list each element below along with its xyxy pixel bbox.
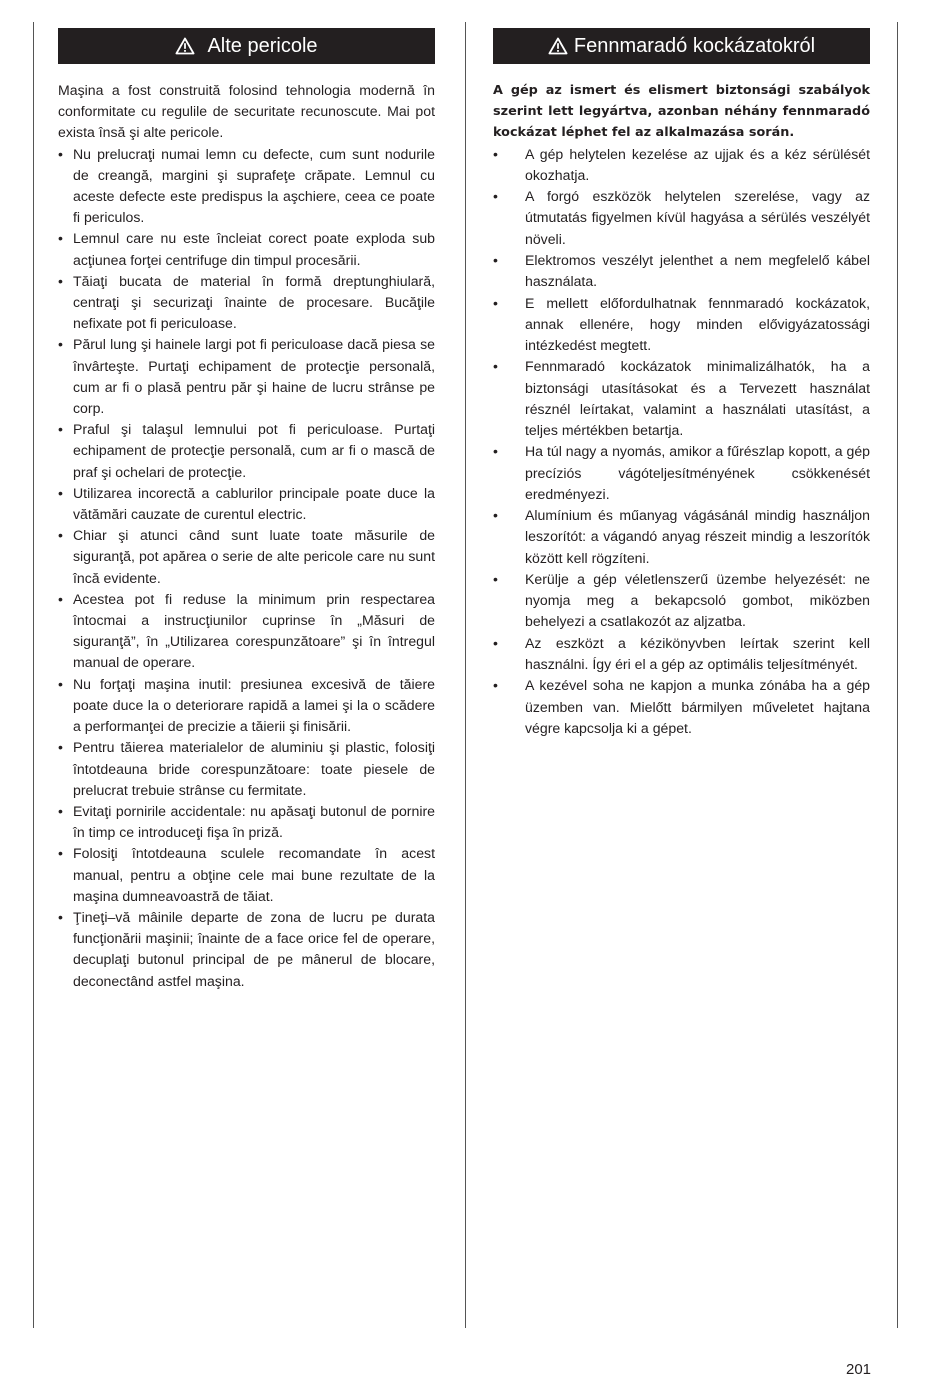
left-bullet-list: [58, 144, 435, 992]
list-item: • Praful şi talaşul lemnului pot fi periculoase. Purtaţi echipament de protecţie personală, cum ar fi o mască de praf şi ochelari de protecţie.: [58, 419, 435, 483]
list-item: • Tăiaţi bucata de material în formă dreptunghiulară, centraţi şi securizaţi înainte de procesare. Bucăţile nefixate pot fi periculoase.: [58, 271, 435, 335]
list-item: • A forgó eszközök helytelen szerelése, vagy az útmutatás figyelmen kívül hagyása a sérülés veszélyét növeli.: [493, 186, 870, 250]
left-section-title: Alte pericole: [207, 34, 318, 57]
list-item: • Chiar şi atunci când sunt luate toate măsurile de siguranţă, pot apărea o serie de alte pericole care nu sunt încă evidente.: [58, 525, 435, 589]
warning-triangle-icon: [175, 37, 195, 55]
right-section-heading: [493, 28, 870, 64]
list-item: • Utilizarea incorectă a cablurilor principale poate duce la vătămări cauzate de curentul electric.: [58, 483, 435, 525]
list-item: • A gép helytelen kezelése az ujjak és a kéz sérülését okozhatja.: [493, 144, 870, 186]
list-item: • Ţineţi–vă mâinile departe de zona de lucru pe durata funcţionării maşinii; înainte de a face orice fel de operare, decuplaţi butonul principal de pe mânerul de blocare, deconectând astfel maşina.: [58, 907, 435, 992]
list-item: • Ha túl nagy a nyomás, amikor a fűrészlap kopott, a gép precíziós vágóteljesítményének csökkenését eredményezi.: [493, 441, 870, 505]
list-item: • Pentru tăierea materialelor de aluminiu şi plastic, folosiţi întotdeauna bride corespunzătoare: toate piesele de prelucrat trebuie strânse cu fermitate.: [58, 737, 435, 801]
list-item: • Kerülje a gép véletlenszerű üzembe helyezését: ne nyomja meg a bekapcsoló gombot, miközben behelyezi a csatlakozót az aljzatba.: [493, 569, 870, 633]
list-item: • A kezével soha ne kapjon a munka zónába ha a gép üzemben van. Mielőtt bármilyen műveletet hajtana végre kapcsolja ki a gépet.: [493, 675, 870, 739]
center-column-rule: [465, 22, 466, 1328]
list-item: • Acestea pot fi reduse la minimum prin respectarea întocmai a instrucţiunilor cuprinse în „Măsuri de siguranţă”, în „Utilizarea corespunzătoare” şi în întregul manual de operare.: [58, 589, 435, 674]
list-item: • Folosiţi întotdeauna sculele recomandate în acest manual, pentru a obţine cele mai bune rezultate de la maşina dumneavoastră de tăiat.: [58, 843, 435, 907]
list-item: • E mellett előfordulhatnak fennmaradó kockázatok, annak ellenére, hogy minden elővigyázatossági intézkedést megtett.: [493, 293, 870, 357]
right-bullet-list: [493, 144, 870, 739]
right-column-fennmarado-kockazatok: [493, 28, 870, 739]
left-column-alte-pericole: [58, 28, 435, 992]
list-item: • Lemnul care nu este încleiat corect poate exploda sub acţiunea forţei centrifuge din timpul procesării.: [58, 228, 435, 270]
warning-triangle-icon: [548, 37, 568, 55]
list-item: • Nu forţaţi maşina inutil: presiunea excesivă de tăiere poate duce la o deteriorare rapidă a lamei şi la o scădere a performanţei de precizie a tăierii şi finisării.: [58, 674, 435, 738]
left-intro-paragraph: Maşina a fost construită folosind tehnologia modernă în conformitate cu regulile de securitate recunoscute. Mai pot exista însă şi alte pericole.: [58, 82, 435, 141]
list-item: • Părul lung şi hainele largi pot fi periculoase dacă piesa se învârteşte. Purtaţi echipament de protecţie personală, cum ar fi o plasă pentru păr şi haine de lucru strânse pe corp.: [58, 334, 435, 419]
list-item: • Alumínium és műanyag vágásánál mindig használjon leszorítót: a vágandó anyag részeit mindig a leszorítók között kell rögzíteni.: [493, 505, 870, 569]
list-item: • Nu prelucraţi numai lemn cu defecte, cum sunt nodurile de creangă, margini şi suprafeţe crăpate. Lemnul cu aceste defecte este predispus la aşchiere, ceea ce poate fi periculos.: [58, 144, 435, 229]
list-item: • Fennmaradó kockázatok minimalizálhatók, ha a biztonsági utasításokat és a Tervezett használat résznél leírtakat, valamint a használati utasítást, a teljes mértékben betartja.: [493, 356, 870, 441]
page-number: 201: [846, 1361, 872, 1378]
list-item: • Evitaţi pornirile accidentale: nu apăsaţi butonul de pornire în timp ce introduceţi fişa în priză.: [58, 801, 435, 843]
right-margin-rule: [897, 22, 898, 1328]
list-item: • Elektromos veszélyt jelenthet a nem megfelelő kábel használata.: [493, 250, 870, 292]
right-intro-paragraph: A gép az ismert és elismert biztonsági szabályok szerint lett legyártva, azonban néhány fennmaradó kockázat léphet fel az alkalmazása során.: [493, 83, 870, 141]
right-section-title: Fennmaradó kockázatokról: [573, 34, 816, 57]
list-item: • Az eszközt a kézikönyvben leírtak szerint kell használni. Így éri el a gép az optimális teljesítményét.: [493, 633, 870, 675]
left-section-heading: [58, 28, 435, 64]
left-margin-rule: [33, 22, 34, 1328]
